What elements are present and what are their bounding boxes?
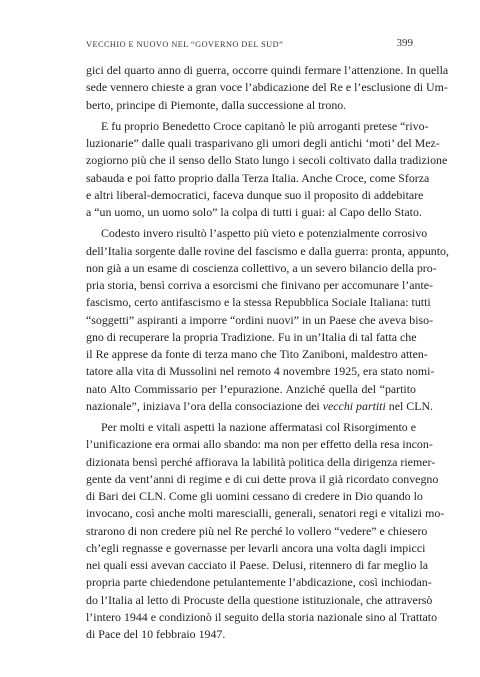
text-line: Codesto invero risultò l’aspetto più vieto e potenzialmente corrosivo [101, 226, 428, 241]
text-line: zogiorno più che il senso dello Stato lungo i secoli coltivato dalla tradizione [86, 153, 448, 168]
text-line: gici del quarto anno di guerra, occorre quindi fermare l’attenzione. In quella [86, 63, 449, 77]
text-line: dell’Italia sorgente dalle rovine del fascismo e dalla guerra: pronta, appunto, [86, 243, 449, 258]
text-line: pria storia, bensì corriva a esorcismi che finivano per accomunare l’ante- [86, 278, 433, 292]
text-line: di Pace del 10 febbraio 1947. [86, 627, 226, 641]
text-line: sede vennero chieste a gran voce l’abdicazione del Re e l’esclusione di Um- [86, 80, 448, 95]
text-line: “soggetti” aspiranti a imporre “ordini nuovi” in un Paese che aveva biso- [86, 312, 434, 327]
text-line: ch’egli regnasse e governasse per levarli ancora una volta dagli impicci [86, 540, 426, 555]
page-number: 399 [396, 37, 413, 49]
text-line: di Bari dei CLN. Come gli uomini cessano di credere in Dio quando lo [86, 489, 423, 503]
text-line: non già a un esame di coscienza collettivo, a un severo bilancio della pro- [86, 260, 437, 275]
text-line: invocano, così anche molti marescialli, generali, senatori regi e vitalizi mo- [86, 506, 445, 521]
text-line: a “un uomo, un uomo solo” la colpa di tutti i guai: al Capo dello Stato. [86, 205, 422, 219]
text-line: l’unificazione era ormai allo sbando: ma non per effetto della resa incon- [86, 437, 433, 452]
text-line: tatore alla vita di Mussolini nel remoto 4 novembre 1925, era stato nomi- [86, 364, 435, 379]
text-line: nazionale”, iniziava l’ora della consociazione dei vecchi partiti nel CLN. [86, 398, 434, 413]
text-line: propria parte chiedendone petulantemente l’abdicazione, così inchiodan- [86, 575, 432, 590]
text-line: e altri liberal-democratici, faceva dunque suo il proposito di addebitare [86, 187, 424, 202]
text-line: Per molti e vitali aspetti la nazione affermatasi col Risorgimento e [101, 420, 416, 434]
text-line: il Re apprese da fonte di terza mano che Tito Zaniboni, maldestro atten- [86, 347, 428, 361]
text-line: sabauda e poi fatto proprio dalla Terza Italia. Anche Croce, come Sforza [86, 170, 430, 185]
text-line: do l’Italia al letto di Procuste della questione istituzionale, che attraversò [86, 592, 433, 607]
text-line: dizionata bensì perché affiorava la labilità politica della dirigenza riemer- [86, 454, 436, 469]
text-line: E fu proprio Benedetto Croce capitanò le più arroganti pretese “rivo- [101, 118, 429, 133]
text-line: berto, principe di Piemonte, dalla successione al trono. [86, 97, 347, 112]
body-text [86, 62, 449, 643]
text-line: strarono di non credere più nel Re perché lo vollero “vedere” e chiesero [86, 523, 428, 538]
running-head: VECCHIO E NUOVO NEL “GOVERNO DEL SUD” [86, 40, 284, 49]
text-line: gente da vent’anni di regime e di cui dette prova il già ricordato convegno [86, 471, 439, 486]
text-line: nei quali essi avevan cacciato il Paese. Delusi, ritennero di far meglio la [86, 558, 429, 572]
text-line: l’intero 1944 e condizionò il seguito della storia nazionale sino al Trattato [86, 609, 438, 624]
text-line: gno di recuperare la propria Tradizione. Fu in un’Italia di tal fatta che [86, 329, 417, 344]
text-line: nato Alto Commissario per l’epurazione. Anziché quella del “partito [86, 381, 416, 396]
text-line: fascismo, certo antifascismo e la stessa Repubblica Sociale Italiana: tutti [86, 295, 431, 310]
text-line: luzionarie” dalle quali trasparivano gli umori degli antichi ‘moti’ del Mez- [86, 136, 440, 150]
